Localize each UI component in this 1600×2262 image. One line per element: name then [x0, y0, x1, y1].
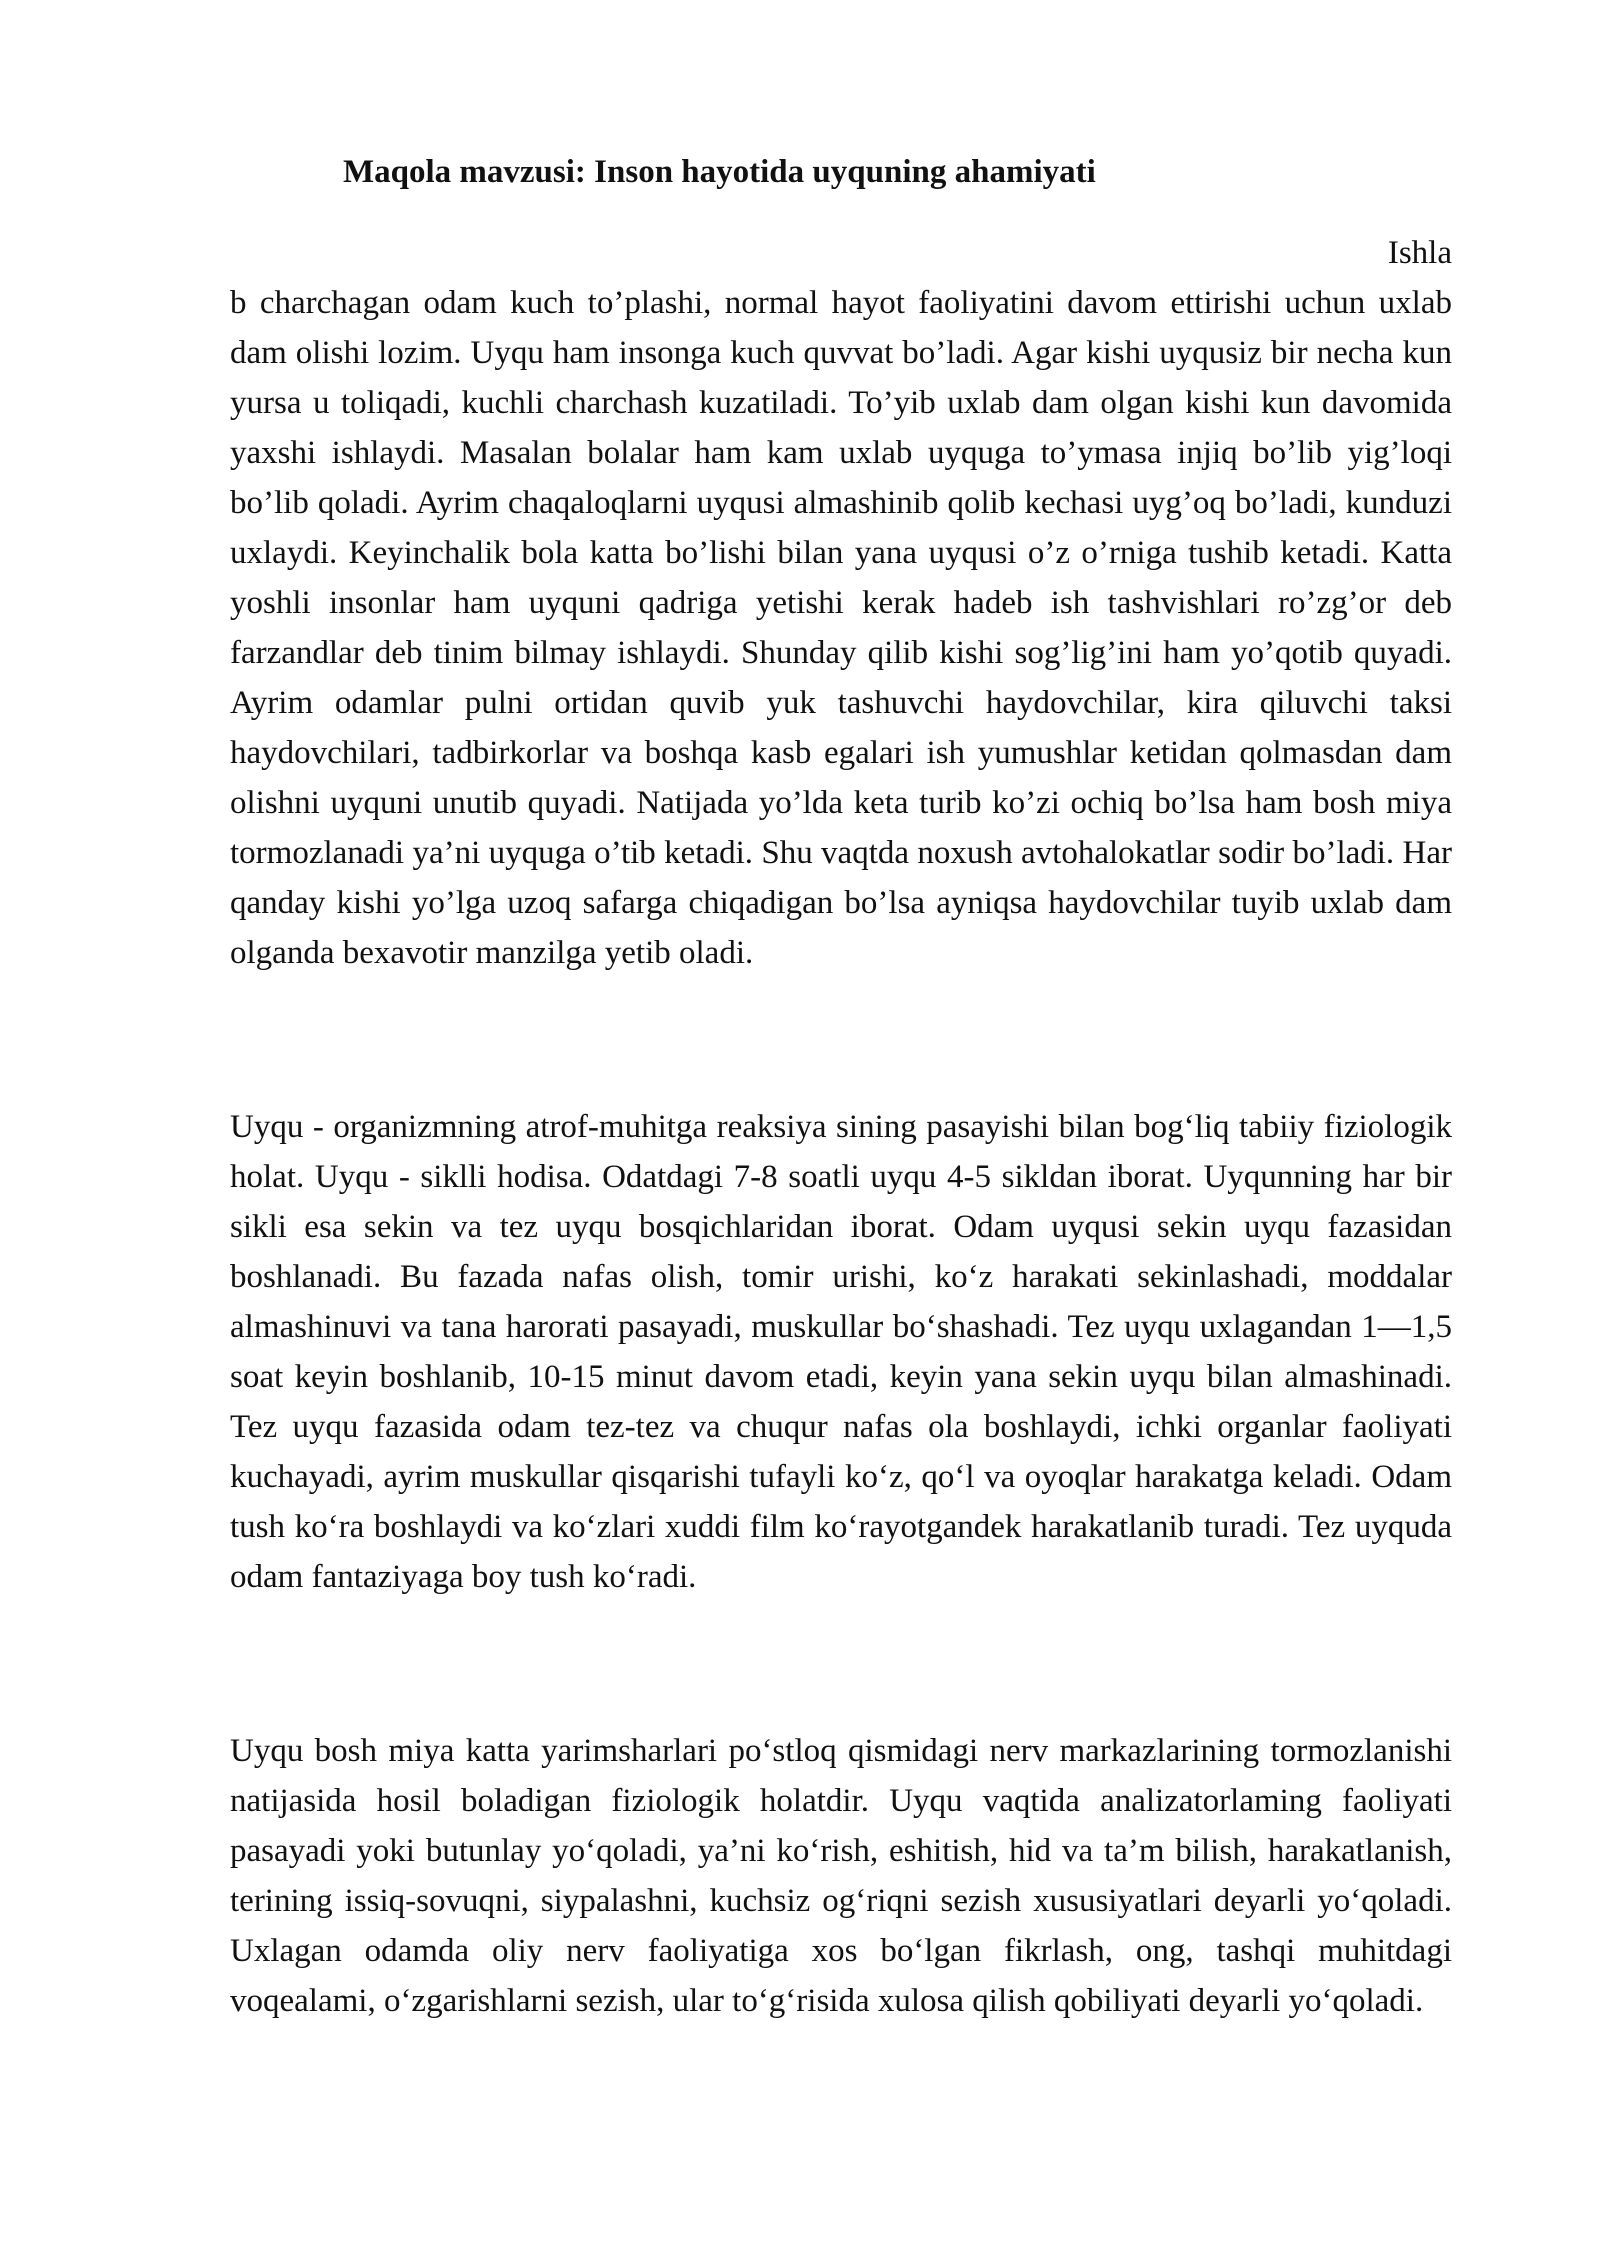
- body-paragraph-3: Uyqu bosh miya katta yarimsharlari po‘stloq qismidagi nerv markazlarining tormozlanishi natijasida hosil boladigan fiziologik holatdir. Uyqu vaqtida analizatorlaming faoliyati pasayadi yoki butunlay yo‘qoladi, ya’ni ko‘rish, eshitish, hid va ta’m bilish, harakatlanish, terining issiq-sovuqni, siypalashni, kuchsiz og‘riqni sezish xususiyatlari deyarli yo‘qoladi. Uxlagan odamda oliy nerv faoliyatiga xos bo‘lgan fikrlash, ong, tashqi muhitdagi voqealami, o‘zgarishlarni sezish, ular to‘g‘risida xulosa qilish qobiliyati deyarli yo‘qoladi.: [230, 1733, 1452, 2019]
- body-paragraph-2: Uyqu - organizmning atrof-muhitga reaksiya sining pasayishi bilan bog‘liq tabiiy fiziologik holat. Uyqu - siklli hodisa. Odatdagi 7-8 soatli uyqu 4-5 sikldan iborat. Uyqunning har bir sikli esa sekin va tez uyqu bosqichlaridan iborat. Odam uyqusi sekin uyqu fazasidan boshlanadi. Bu fazada nafas olish, tomir urishi, ko‘z harakati sekinlashadi, moddalar almashinuvi va tana harorati pasayadi, muskullar bo‘shashadi. Tez uyqu uxlagandan 1—1,5 soat keyin boshlanib, 10-15 minut davom etadi, keyin yana sekin uyqu bilan almashinadi. Tez uyqu fazasida odam tez-tez va chuqur nafas ola boshlaydi, ichki organlar faoliyati kuchayadi, ayrim muskullar qisqarishi tufayli ko‘z, qo‘l va oyoqlar harakatga keladi. Odam tush ko‘ra boshlaydi va ko‘zlari xuddi film ko‘rayotgandek harakatlanib turadi. Tez uyquda odam fantaziyaga boy tush ko‘radi.: [230, 1109, 1452, 1595]
- article-title: Maqola mavzusi: Inson hayotida uyquning ahamiyati: [343, 154, 1096, 190]
- body-paragraph-1: b charchagan odam kuch to’plashi, normal hayot faoliyatini davom ettirishi uchun uxlab dam olishi lozim. Uyqu ham insonga kuch quvvat bo’ladi. Agar kishi uyqusiz bir necha kun yursa u toliqadi, kuchli charchash kuzatiladi. To’yib uxlab dam olgan kishi kun davomida yaxshi ishlaydi. Masalan bolalar ham kam uxlab uyquga to’ymasa injiq bo’lib yig’loqi bo’lib qoladi. Ayrim chaqaloqlarni uyqusi almashinib qolib kechasi uyg’oq bo’ladi, kunduzi uxlaydi. Keyinchalik bola katta bo’lishi bilan yana uyqusi o’z o’rniga tushib ketadi. Katta yoshli insonlar ham uyquni qadriga yetishi kerak hadeb ish tashvishlari ro’zg’or deb farzandlar deb tinim bilmay ishlaydi. Shunday qilib kishi sog’lig’ini ham yo’qotib quyadi. Ayrim odamlar pulni ortidan quvib yuk tashuvchi haydovchilar, kira qiluvchi taksi haydovchilari, tadbirkorlar va boshqa kasb egalari ish yumushlar ketidan qolmasdan dam olishni uyquni unutib quyadi. Natijada yo’lda keta turib ko’zi ochiq bo’lsa ham bosh miya tormozlanadi ya’ni uyquga o’tib ketadi. Shu vaqtda noxush avtohalokatlar sodir bo’ladi. Har qanday kishi yo’lga uzoq safarga chiqadigan bo’lsa ayniqsa haydovchilar tuyib uxlab dam olganda bexavotir manzilga yetib oladi.: [230, 285, 1452, 971]
- paragraph-start-fragment: Ishla: [1387, 235, 1452, 271]
